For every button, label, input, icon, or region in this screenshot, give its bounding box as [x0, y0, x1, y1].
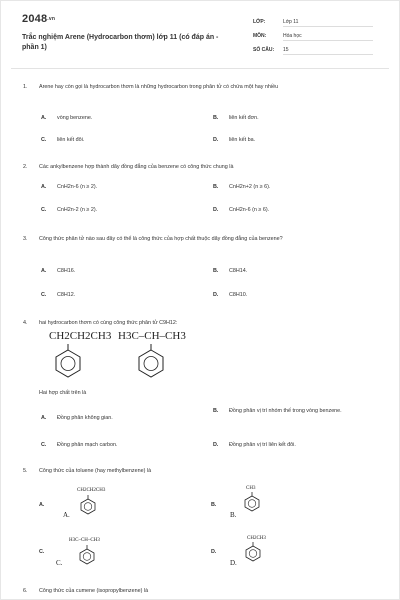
question-1-text: Arene hay còn gọi là hydrocarbon thơm là những hydrocarbon trong phân tử có chứa một hay nhiều [39, 84, 279, 90]
meta-class [253, 19, 373, 27]
benzene-ring-icon [51, 344, 85, 378]
brand-name: 2048 [22, 13, 48, 25]
option-1d[interactable]: D. liên kết ba. [213, 137, 256, 143]
option-4b[interactable]: B. Đồng phân vị trí nhóm thế trong vòng benzene. [213, 408, 342, 414]
option-1b[interactable]: B. liên kết đơn. [213, 115, 259, 121]
option-5b[interactable]: B. [211, 502, 217, 508]
option-1a[interactable]: A. vòng benzene. [41, 115, 93, 121]
option-3c[interactable]: C. C8H12. [41, 292, 76, 298]
option-5b-label: CH3 [246, 486, 256, 491]
question-5-number: 5. [23, 468, 28, 474]
option-3a[interactable]: A. C8H16. [41, 268, 76, 274]
question-2-text: Các ankylbenzene hợp thành dãy đồng đẳng của benzene có công thức chung là [39, 164, 234, 170]
option-5a-label: CH2CH2CH3 [77, 488, 106, 493]
question-6-text: Công thức của cumene (isopropylbenzene) là [39, 588, 149, 594]
meta-value: 15 [283, 47, 373, 55]
question-6-number: 6. [23, 588, 28, 594]
benzene-ring-icon [134, 344, 168, 378]
option-1c[interactable]: C. liên kết đôi. [41, 137, 85, 143]
benzene-ring-icon [243, 492, 261, 512]
option-5a-sublabel: A. [63, 511, 70, 519]
meta-count [253, 47, 373, 55]
question-4-followup: Hai hợp chất trên là [39, 390, 87, 396]
question-5-text: Công thức của toluene (hay methylbenzene) là [39, 468, 152, 474]
meta-value: Lớp 11 [283, 19, 373, 27]
option-5c[interactable]: C. [39, 549, 45, 555]
question-1-number: 1. [23, 84, 28, 90]
meta-label: SỐ CÂU: [253, 47, 275, 53]
option-5c-label: H3C–CH–CH3 [69, 538, 100, 543]
option-5d-label: CH2CH3 [247, 536, 266, 541]
header-divider [11, 68, 389, 69]
option-2a[interactable]: A. CnH2n-6 (n ≥ 2). [41, 184, 98, 190]
brand-logo[interactable] [22, 13, 55, 25]
option-4c[interactable]: C. Đồng phân mạch carbon. [41, 442, 118, 448]
benzene-ring-icon [244, 542, 262, 562]
option-2d[interactable]: D. CnH2n-6 (n ≥ 6). [213, 207, 270, 213]
question-2-number: 2. [23, 164, 28, 170]
question-4-text: hai hydrocarbon thơm có cùng công thức phân tử C9H12: [39, 320, 178, 326]
benzene-ring-icon [78, 545, 96, 565]
option-2b[interactable]: B. CnH2n+2 (n ≥ 6). [213, 184, 271, 190]
question-3-number: 3. [23, 236, 28, 242]
option-3d[interactable]: D. C8H10. [213, 292, 248, 298]
question-3-text: Công thức phân tử nào sau đây có thể là công thức của hợp chất thuộc dãy đồng đẳng của benzene? [39, 236, 283, 242]
structure-label-left: CH2CH2CH3 [49, 330, 112, 342]
structure-label-right: H3C–CH–CH3 [118, 330, 186, 342]
option-5c-sublabel: C. [56, 559, 63, 567]
meta-label: MÔN: [253, 33, 267, 39]
question-4-number: 4. [23, 320, 28, 326]
document-title: Trắc nghiệm Arene (Hydrocarbon thơm) lớp 11 (có đáp án - phần 1) [22, 34, 219, 51]
meta-value: Hóa học [283, 33, 373, 41]
option-5d[interactable]: D. [211, 549, 217, 555]
option-2c[interactable]: C. CnH2n-2 (n ≥ 2). [41, 207, 98, 213]
option-3b[interactable]: B. C8H14. [213, 268, 248, 274]
meta-subject [253, 33, 373, 41]
option-4d[interactable]: D. Đồng phân vị trí liên kết đôi. [213, 442, 296, 448]
benzene-ring-icon [79, 495, 97, 515]
brand-suffix: .vn [47, 16, 56, 22]
option-4a[interactable]: A. Đồng phân không gian. [41, 415, 113, 421]
option-5d-sublabel: D. [230, 559, 237, 567]
meta-label: LỚP: [253, 19, 266, 25]
option-5b-sublabel: B. [230, 511, 237, 519]
option-5a[interactable]: A. [39, 502, 45, 508]
